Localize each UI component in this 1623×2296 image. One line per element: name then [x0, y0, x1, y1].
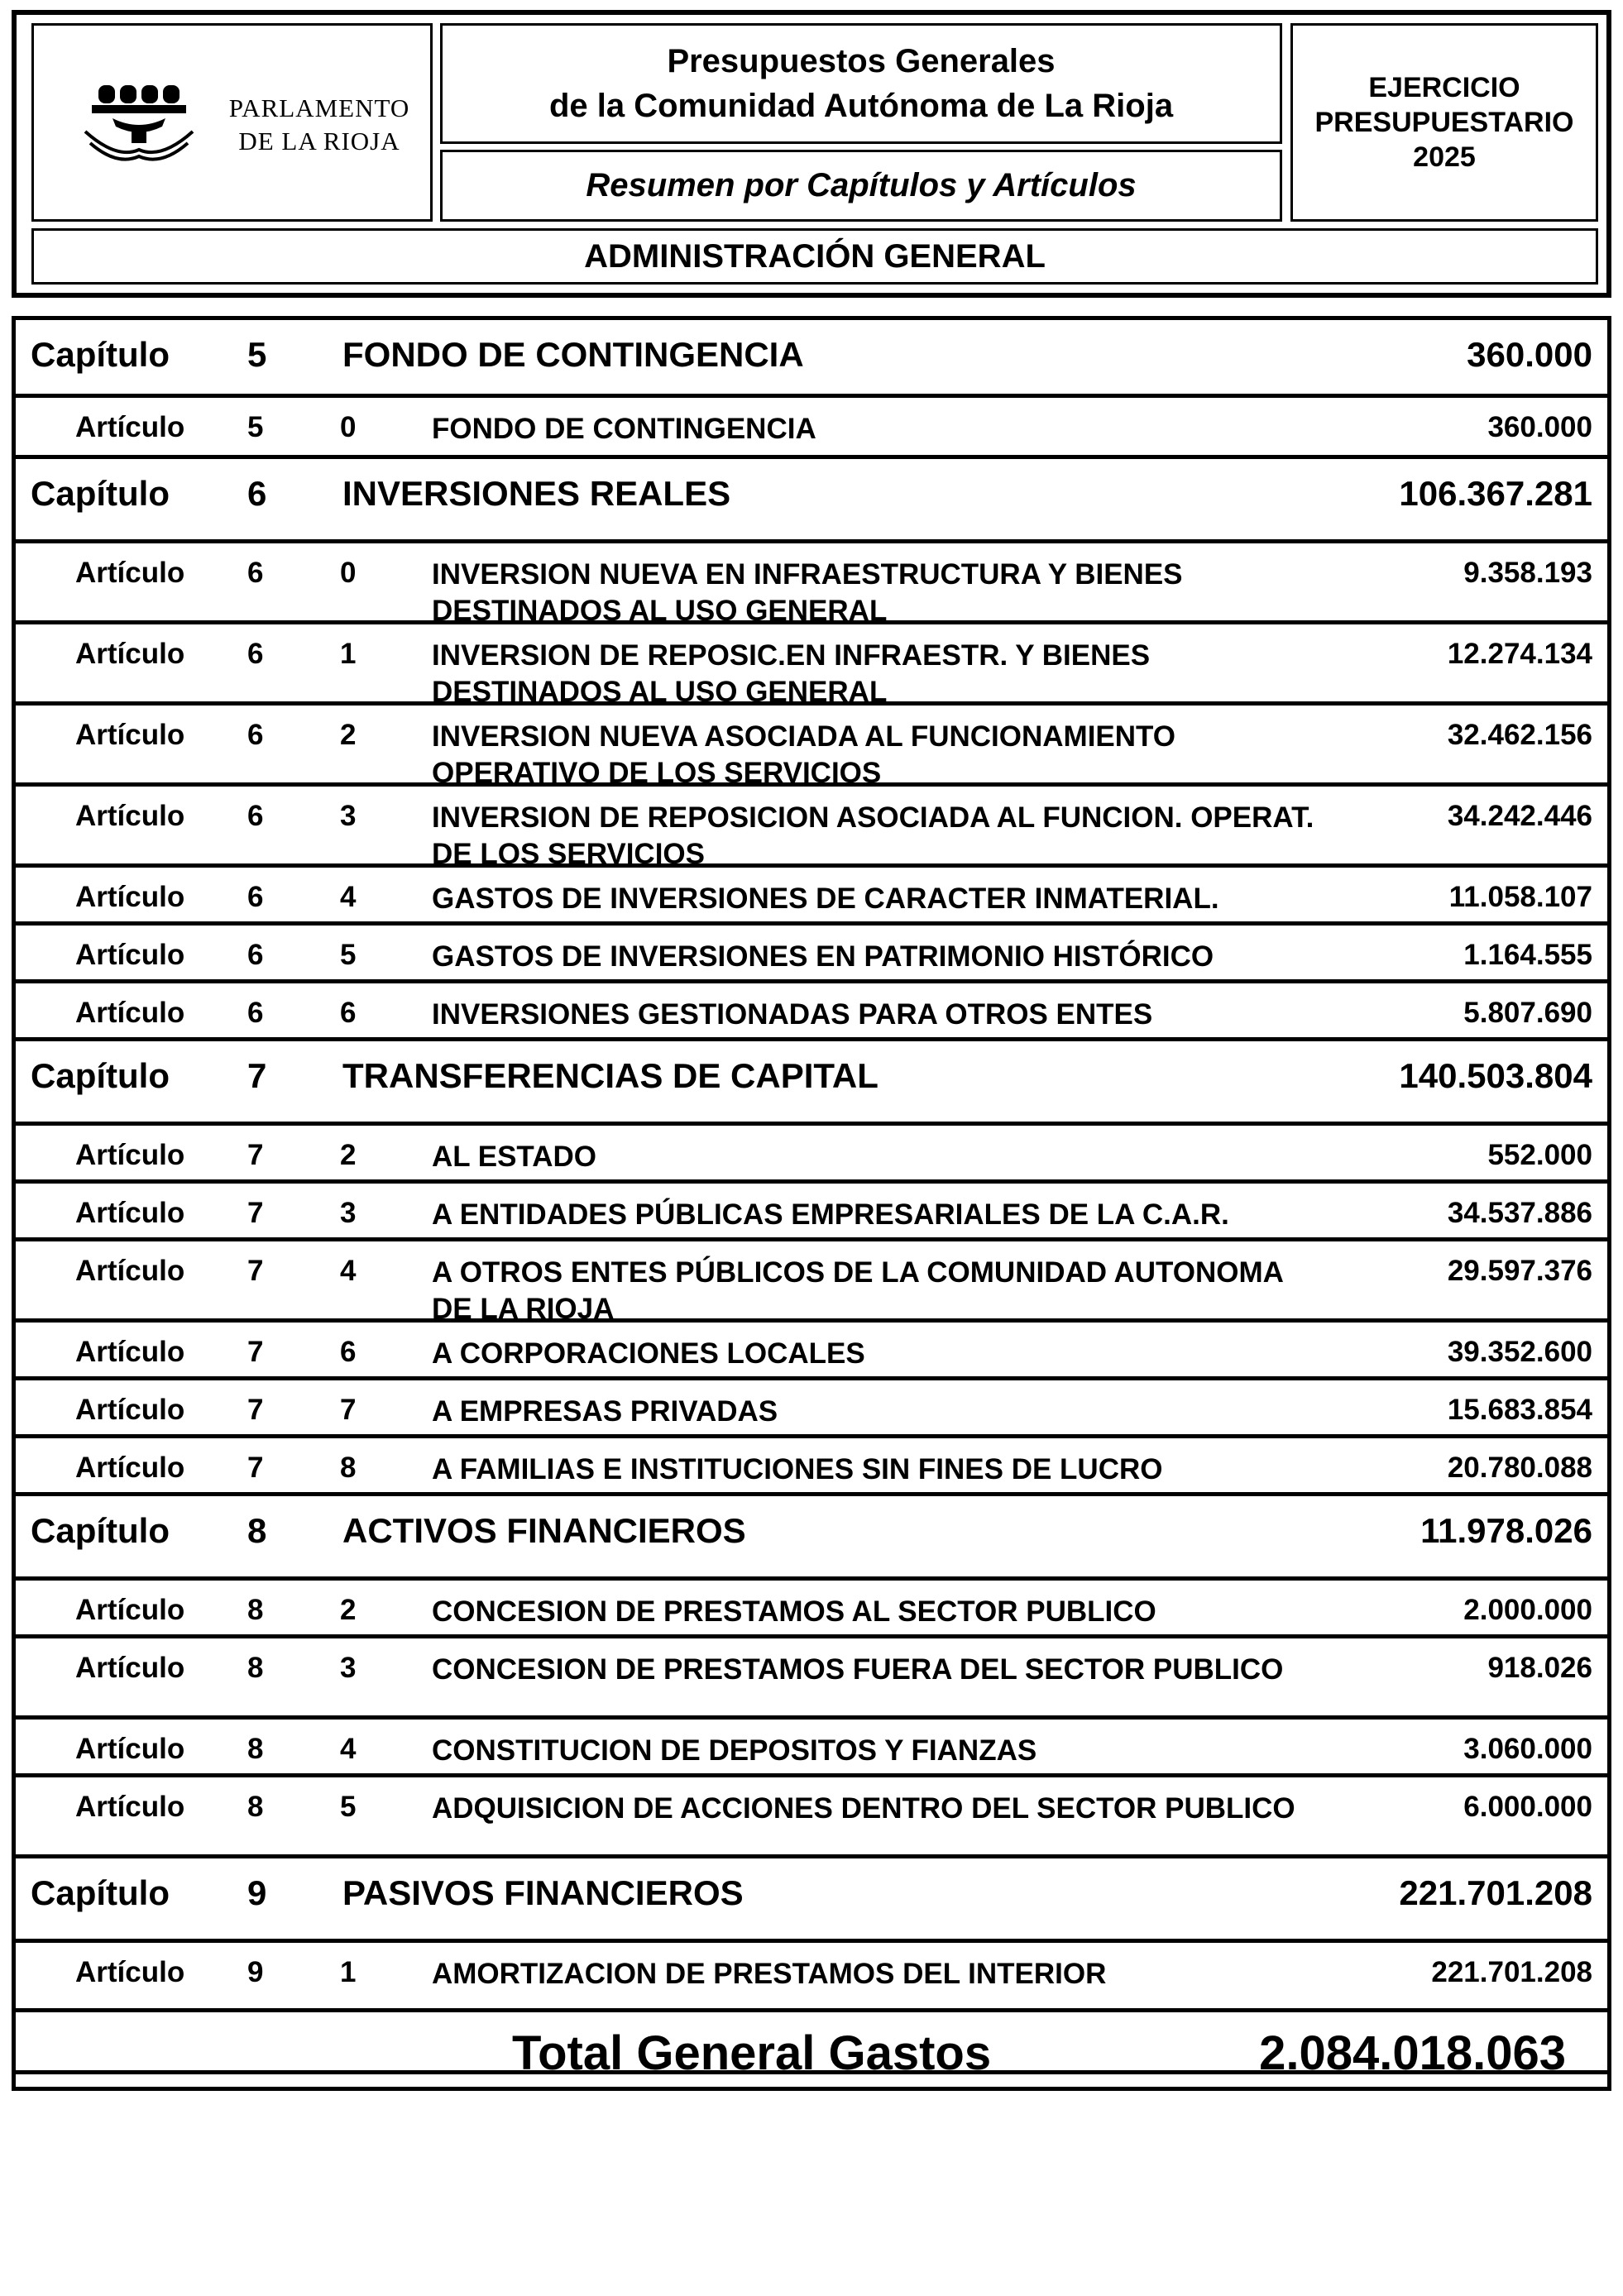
article-title: GASTOS DE INVERSIONES DE CARACTER INMATERIAL.: [432, 883, 1219, 915]
article-number: 4: [340, 881, 357, 913]
article-chapter-number: 6: [247, 719, 264, 751]
article-number: 4: [340, 1255, 357, 1287]
article-label: Artículo: [75, 638, 185, 670]
article-row: [16, 1943, 1607, 2001]
article-row: [16, 1581, 1607, 1638]
article-label: Artículo: [75, 1394, 185, 1426]
article-number: 2: [340, 1139, 357, 1171]
article-amount: 552.000: [1487, 1139, 1592, 1171]
exercise-line-2: PRESUPUESTARIO: [1314, 107, 1574, 138]
article-title: GASTOS DE INVERSIONES EN PATRIMONIO HISTÓRICO: [432, 940, 1214, 973]
article-number: 1: [340, 638, 357, 670]
article-number: 4: [340, 1733, 357, 1765]
chapter-row: [16, 1496, 1607, 1581]
article-number: 5: [340, 1791, 357, 1823]
chapter-amount: 11.978.026: [1420, 1511, 1592, 1550]
article-amount: 3.060.000: [1463, 1733, 1592, 1765]
article-amount: 32.462.156: [1447, 719, 1592, 751]
article-chapter-number: 7: [247, 1197, 264, 1229]
article-row: [16, 1241, 1607, 1323]
article-number: 0: [340, 557, 357, 589]
chapter-number: 7: [247, 1056, 267, 1095]
title-line-1: Presupuestos Generales: [667, 43, 1056, 79]
grand-total-amount: 2.084.018.063: [1259, 2026, 1566, 2080]
article-number: 5: [340, 939, 357, 971]
chapter-title: PASIVOS FINANCIEROS: [342, 1873, 744, 1912]
article-label: Artículo: [75, 1594, 185, 1626]
article-row: [16, 983, 1607, 1041]
article-amount: 221.701.208: [1431, 1956, 1592, 1988]
article-number: 2: [340, 1594, 357, 1626]
article-label: Artículo: [75, 557, 185, 589]
article-label: Artículo: [75, 1452, 185, 1484]
chapter-number: 5: [247, 335, 267, 374]
article-label: Artículo: [75, 1336, 185, 1368]
article-chapter-number: 6: [247, 557, 264, 589]
article-amount: 1.164.555: [1463, 939, 1592, 971]
exercise-year: 2025: [1413, 141, 1476, 173]
article-label: Artículo: [75, 1139, 185, 1171]
chapter-row: [16, 459, 1607, 543]
article-title: AMORTIZACION DE PRESTAMOS DEL INTERIOR: [432, 1958, 1107, 1990]
article-amount: 15.683.854: [1447, 1394, 1592, 1426]
article-label: Artículo: [75, 1733, 185, 1765]
article-title: FONDO DE CONTINGENCIA: [432, 413, 816, 445]
chapter-number: 9: [247, 1873, 267, 1912]
article-row: [16, 787, 1607, 868]
article-number: 3: [340, 1197, 357, 1229]
article-chapter-number: 7: [247, 1139, 264, 1171]
grand-total-label: Total General Gastos: [512, 2026, 992, 2080]
article-chapter-number: 5: [247, 411, 264, 443]
chapter-row: [16, 1041, 1607, 1126]
article-chapter-number: 8: [247, 1652, 264, 1684]
article-number: 7: [340, 1394, 357, 1426]
article-label: Artículo: [75, 800, 185, 832]
article-amount: 5.807.690: [1463, 997, 1592, 1029]
article-title: INVERSION NUEVA EN INFRAESTRUCTURA Y BIENES DESTINADOS AL USO GENERAL: [432, 558, 1183, 627]
chapter-title: INVERSIONES REALES: [342, 474, 731, 513]
article-label: Artículo: [75, 939, 185, 971]
logo-box: [31, 23, 433, 222]
article-row: [16, 1380, 1607, 1438]
article-label: Artículo: [75, 997, 185, 1029]
article-amount: 2.000.000: [1463, 1594, 1592, 1626]
grand-total-row: [12, 2008, 1611, 2091]
chapter-label: Capítulo: [31, 1873, 170, 1912]
article-row: [16, 868, 1607, 926]
article-amount: 12.274.134: [1447, 638, 1592, 670]
budget-table: [12, 316, 1611, 2074]
article-title: INVERSION DE REPOSIC.EN INFRAESTR. Y BIENES DESTINADOS AL USO GENERAL: [432, 639, 1151, 708]
section-box: [31, 228, 1598, 285]
article-row: [16, 926, 1607, 983]
article-chapter-number: 6: [247, 800, 264, 832]
article-label: Artículo: [75, 1956, 185, 1988]
chapter-label: Capítulo: [31, 1511, 170, 1550]
article-row: [16, 1777, 1607, 1858]
article-amount: 9.358.193: [1463, 557, 1592, 589]
section-title: ADMINISTRACIÓN GENERAL: [584, 237, 1046, 275]
subtitle-box: [440, 150, 1282, 222]
article-row: [16, 1184, 1607, 1241]
article-title: CONCESION DE PRESTAMOS FUERA DEL SECTOR PUBLICO: [432, 1653, 1284, 1686]
article-row: [16, 398, 1607, 459]
article-title: AL ESTADO: [432, 1141, 596, 1173]
article-title: INVERSION DE REPOSICION ASOCIADA AL FUNCION. OPERAT. DE LOS SERVICIOS: [432, 801, 1314, 870]
article-title: INVERSION NUEVA ASOCIADA AL FUNCIONAMIENTO OPERATIVO DE LOS SERVICIOS: [432, 720, 1176, 789]
chapter-amount: 106.367.281: [1399, 474, 1592, 513]
article-chapter-number: 7: [247, 1336, 264, 1368]
chapter-title: FONDO DE CONTINGENCIA: [342, 335, 804, 374]
article-chapter-number: 8: [247, 1791, 264, 1823]
budget-title: [440, 23, 1282, 144]
chapter-label: Capítulo: [31, 1056, 170, 1095]
article-title: A OTROS ENTES PÚBLICOS DE LA COMUNIDAD AUTONOMA DE LA RIOJA: [432, 1256, 1283, 1325]
article-title: CONSTITUCION DE DEPOSITOS Y FIANZAS: [432, 1734, 1037, 1767]
article-row: [16, 543, 1607, 627]
chapter-number: 6: [247, 474, 267, 513]
document-header: [12, 10, 1611, 298]
article-number: 1: [340, 1956, 357, 1988]
parliament-crest-icon: [84, 67, 208, 175]
parliament-name: [216, 92, 423, 158]
article-label: Artículo: [75, 719, 185, 751]
article-title: INVERSIONES GESTIONADAS PARA OTROS ENTES: [432, 998, 1153, 1031]
chapter-number: 8: [247, 1511, 267, 1550]
article-chapter-number: 7: [247, 1394, 264, 1426]
article-title: A EMPRESAS PRIVADAS: [432, 1395, 778, 1428]
article-amount: 20.780.088: [1447, 1452, 1592, 1484]
article-row: [16, 624, 1607, 706]
article-row: [16, 706, 1607, 787]
article-chapter-number: 8: [247, 1733, 264, 1765]
exercise-box: [1290, 23, 1598, 222]
article-label: Artículo: [75, 881, 185, 913]
chapter-amount: 221.701.208: [1399, 1873, 1592, 1912]
chapter-label: Capítulo: [31, 335, 170, 374]
article-amount: 34.242.446: [1447, 800, 1592, 832]
article-number: 6: [340, 997, 357, 1029]
article-row: [16, 1638, 1607, 1720]
article-number: 6: [340, 1336, 357, 1368]
article-title: A FAMILIAS E INSTITUCIONES SIN FINES DE LUCRO: [432, 1453, 1163, 1485]
article-title: CONCESION DE PRESTAMOS AL SECTOR PUBLICO: [432, 1595, 1156, 1628]
article-number: 3: [340, 800, 357, 832]
exercise-line-1: EJERCICIO: [1368, 72, 1520, 103]
article-label: Artículo: [75, 411, 185, 443]
parliament-line-1: PARLAMENTO: [228, 93, 410, 122]
article-title: ADQUISICION DE ACCIONES DENTRO DEL SECTOR PUBLICO: [432, 1792, 1295, 1825]
chapter-amount: 140.503.804: [1399, 1056, 1592, 1095]
article-amount: 29.597.376: [1447, 1255, 1592, 1287]
article-chapter-number: 6: [247, 997, 264, 1029]
article-row: [16, 1323, 1607, 1380]
chapter-row: [16, 320, 1607, 398]
article-chapter-number: 6: [247, 881, 264, 913]
chapter-title: ACTIVOS FINANCIEROS: [342, 1511, 746, 1550]
article-chapter-number: 7: [247, 1452, 264, 1484]
chapter-label: Capítulo: [31, 474, 170, 513]
subtitle: Resumen por Capítulos y Artículos: [586, 167, 1137, 203]
article-row: [16, 1438, 1607, 1496]
article-label: Artículo: [75, 1197, 185, 1229]
article-row: [16, 1720, 1607, 1777]
article-title: A CORPORACIONES LOCALES: [432, 1337, 865, 1370]
article-chapter-number: 6: [247, 638, 264, 670]
article-label: Artículo: [75, 1652, 185, 1684]
parliament-line-2: DE LA RIOJA: [238, 127, 400, 155]
article-number: 3: [340, 1652, 357, 1684]
article-row: [16, 1126, 1607, 1184]
chapter-row: [16, 1858, 1607, 1943]
article-amount: 6.000.000: [1463, 1791, 1592, 1823]
article-chapter-number: 8: [247, 1594, 264, 1626]
article-chapter-number: 7: [247, 1255, 264, 1287]
article-chapter-number: 6: [247, 939, 264, 971]
article-number: 0: [340, 411, 357, 443]
chapter-amount: 360.000: [1467, 335, 1592, 374]
article-amount: 39.352.600: [1447, 1336, 1592, 1368]
article-number: 8: [340, 1452, 357, 1484]
article-title: A ENTIDADES PÚBLICAS EMPRESARIALES DE LA C.A.R.: [432, 1198, 1229, 1231]
article-label: Artículo: [75, 1791, 185, 1823]
article-chapter-number: 9: [247, 1956, 264, 1988]
article-amount: 11.058.107: [1448, 881, 1592, 913]
article-amount: 918.026: [1487, 1652, 1592, 1684]
article-amount: 360.000: [1487, 411, 1592, 443]
chapter-title: TRANSFERENCIAS DE CAPITAL: [342, 1056, 879, 1095]
article-amount: 34.537.886: [1447, 1197, 1592, 1229]
title-line-2: de la Comunidad Autónoma de La Rioja: [548, 88, 1174, 124]
article-number: 2: [340, 719, 357, 751]
article-label: Artículo: [75, 1255, 185, 1287]
